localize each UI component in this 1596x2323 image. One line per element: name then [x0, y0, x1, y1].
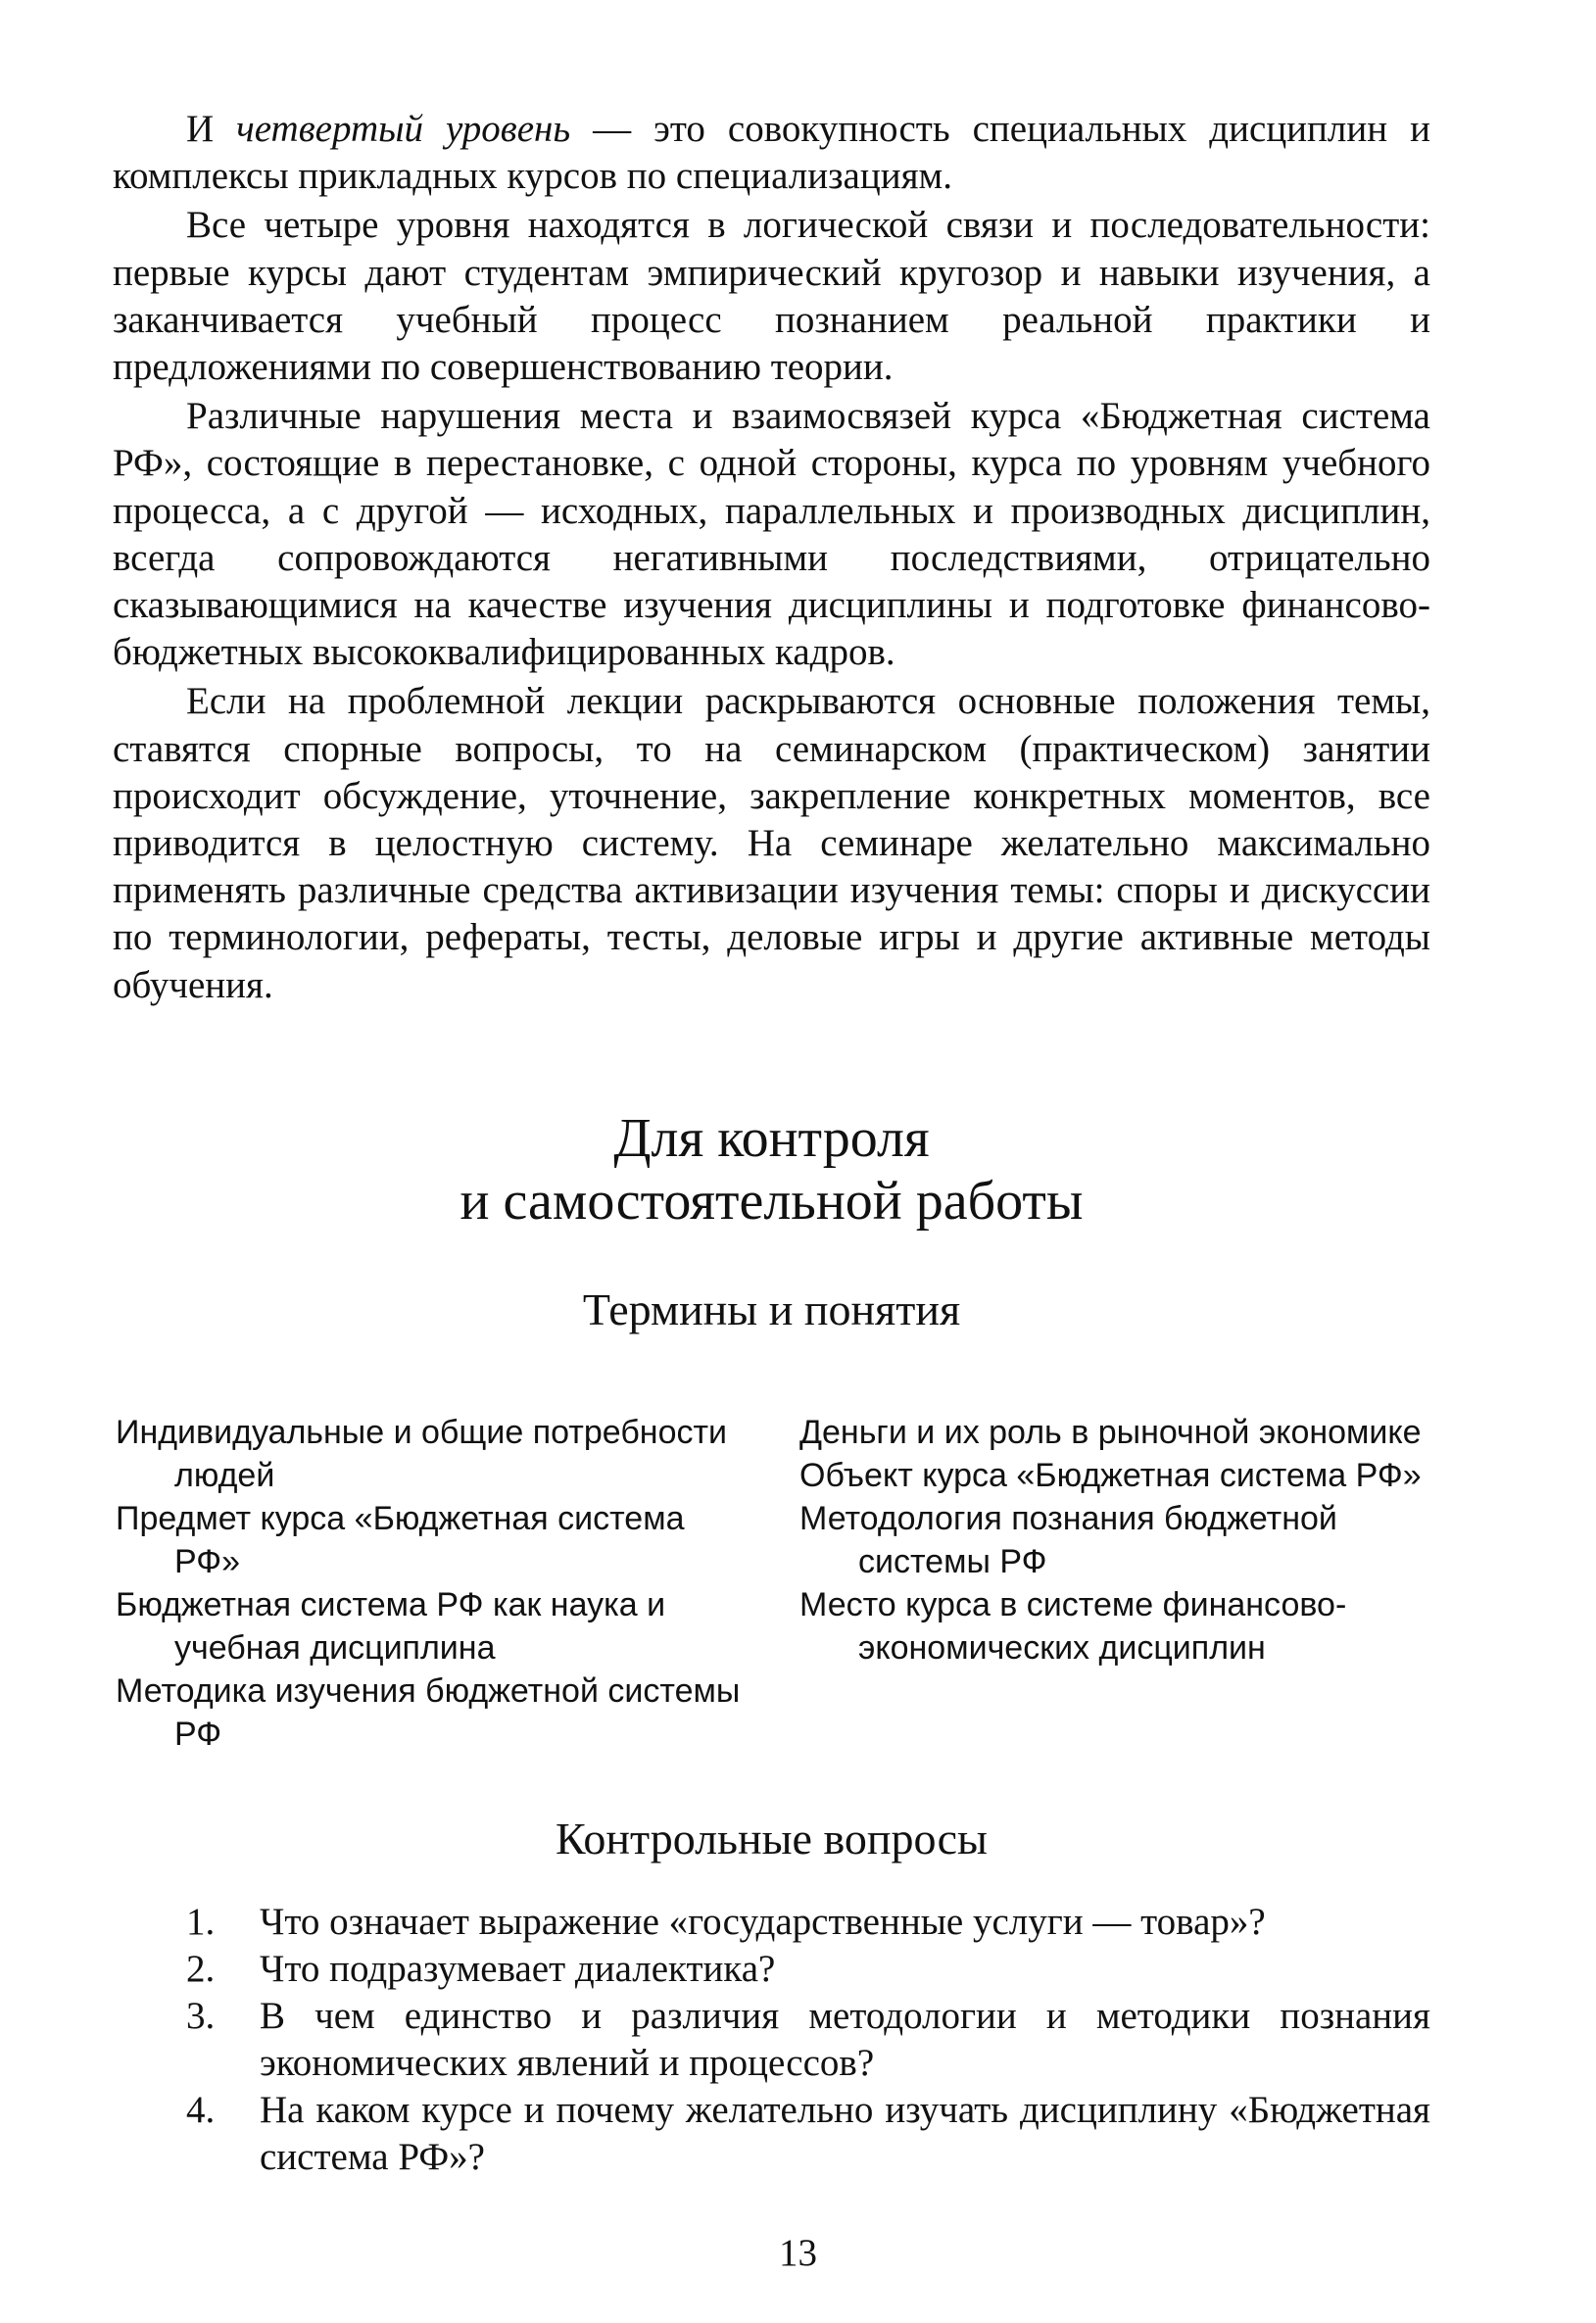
- question-number: 4.: [186, 2089, 216, 2131]
- paragraph-3: Различные нарушения места и взаимосвязей курса «Бюджетная система РФ», состоящие в перестановке, с одной стороны, курса по уровням учебного процесса, а с другой — исходных, параллельных и производных дисциплин, всегда сопровождаются негативными последствиями, отрицательно сказывающимися на качестве изучения дисциплины и подготовке финансово-бюджетных высококвалифицированных кадров.: [113, 395, 1430, 674]
- term-item: Бюджетная система РФ как наука и учебная дисциплина: [116, 1586, 666, 1667]
- question-text: Что означает выражение «государственные услуги — товар»?: [260, 1901, 1266, 1943]
- question-text: Что подразумевает диалектика?: [260, 1948, 776, 1990]
- section-title: [113, 1107, 1430, 1233]
- term-item: Предмет курса «Бюджетная система РФ»: [116, 1500, 685, 1580]
- term-item: Методика изучения бюджетной системы РФ: [116, 1672, 741, 1753]
- question-item: [186, 1899, 1430, 1946]
- questions-heading: Контрольные вопросы: [556, 1814, 988, 1863]
- question-text: В чем единство и различия методологии и методики познания экономических явлений и процессов?: [260, 1995, 1430, 2084]
- body-text: [113, 106, 1430, 1011]
- question-text: На каком курсе и почему желательно изучать дисциплину «Бюджетная система РФ»?: [260, 2089, 1430, 2178]
- page-number: 13: [779, 2232, 817, 2274]
- paragraph-1-rest: — это совокупность специальных дисциплин и комплексы прикладных курсов по специализациям.: [113, 108, 1430, 198]
- question-item: [186, 2087, 1430, 2181]
- paragraph-2: Все четыре уровня находятся в логической связи и последовательности: первые курсы дают студентам эмпирический кругозор и навыки изучения, а заканчивается учебный процесс познанием реальной практики и предложениями по совершенствованию теории.: [113, 204, 1430, 389]
- paragraph-4: Если на проблемной лекции раскрываются основные положения темы, ставятся спорные вопросы, то на семинарском (практическом) занятии происходит обсуждение, уточнение, закрепление конкретных моментов, все приводится в целостную систему. На семинаре желательно максимально применять различные средства активизации изучения темы: споры и дискуссии по терминологии, рефераты, тесты, деловые игры и другие активные методы обучения.: [113, 680, 1430, 1006]
- term-item: Место курса в системе финансово-экономических дисциплин: [799, 1586, 1347, 1667]
- question-number: 3.: [186, 1995, 216, 2037]
- question-number: 1.: [186, 1901, 216, 1943]
- term-item: Деньги и их роль в рыночной экономике: [799, 1414, 1422, 1451]
- terms-column-left: [116, 1411, 743, 1756]
- paragraph-1: [113, 106, 1430, 200]
- question-number: 2.: [186, 1948, 216, 1990]
- term-item: Индивидуальные и общие потребности людей: [116, 1414, 728, 1494]
- section-title-line-1: Для контроля: [613, 1108, 930, 1169]
- term-item: Объект курса «Бюджетная система РФ»: [799, 1457, 1422, 1494]
- terms-heading: Термины и понятия: [582, 1284, 961, 1334]
- paragraph-1-emphasis: четвертый уровень: [236, 108, 571, 150]
- terms-column-right: [799, 1411, 1427, 1670]
- paragraph-1-start: И: [186, 108, 237, 150]
- question-item: [186, 1993, 1430, 2087]
- term-item: Методология познания бюджетной системы РФ: [799, 1500, 1337, 1580]
- questions-list: [186, 1899, 1430, 2181]
- question-item: [186, 1946, 1430, 1993]
- section-title-line-2: и самостоятельной работы: [459, 1171, 1084, 1232]
